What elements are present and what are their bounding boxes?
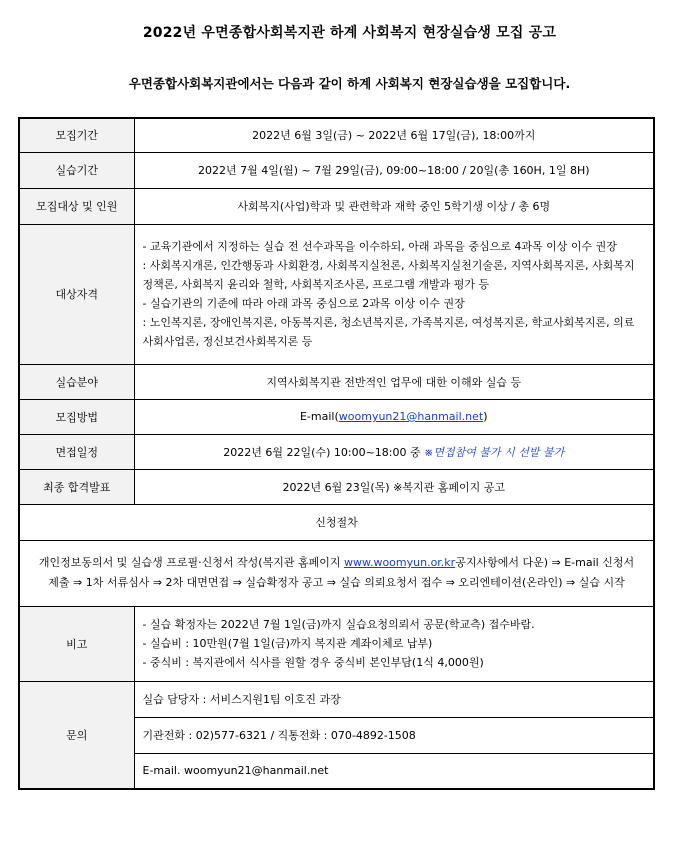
- value-practice-period: 2022년 7월 4일(월) ~ 7월 29일(금), 09:00~18:00 / 20일(총 160H, 1일 8H): [134, 152, 654, 188]
- recruitment-table: [18, 117, 655, 790]
- row-result: [19, 469, 654, 504]
- label-field: 실습분야: [19, 364, 134, 399]
- label-method: 모집방법: [19, 399, 134, 434]
- note-line: - 실습비 : 10만원(7월 1일(금)까지 복지관 계좌이체로 납부): [142, 637, 433, 650]
- qualification-line: - 실습기관의 기준에 따라 아래 과목 중심으로 2과목 이상 이수 권장: [142, 297, 465, 310]
- row-procedure-header: [19, 504, 654, 540]
- label-qualification: 대상자격: [19, 224, 134, 364]
- value-result: 2022년 6월 23일(목) ※복지관 홈페이지 공고: [134, 469, 654, 504]
- homepage-link[interactable]: www.woomyun.or.kr: [343, 556, 456, 569]
- procedure-header: 신청절차: [19, 504, 654, 540]
- procedure-line-1: [20, 553, 653, 573]
- contact-manager: 실습 담당자 : 서비스지원1팀 이호진 과장: [134, 681, 654, 717]
- qualification-line: - 교육기관에서 지정하는 실습 전 선수과목을 이수하되, 아래 과목을 중심으로 4과목 이상 이수 권장: [142, 240, 617, 253]
- value-field: 지역사회복지관 전반적인 업무에 대한 이해와 실습 등: [134, 364, 654, 399]
- label-contact: 문의: [19, 681, 134, 789]
- intro-text: 우면종합사회복지관에서는 다음과 같이 하계 사회복지 현장실습생을 모집합니다.: [128, 76, 571, 91]
- contact-email: E-mail. woomyun21@hanmail.net: [134, 753, 654, 789]
- row-target-count: [19, 188, 654, 224]
- method-suffix: ): [483, 410, 488, 423]
- row-contact-manager: [19, 681, 654, 717]
- qualification-line: 사회사업론, 정신보건사회복지론 등: [142, 335, 313, 348]
- interview-note: ※면접참여 불가 시 선발 불가: [424, 445, 565, 459]
- qualification-line: : 사회복지개론, 인간행동과 사회환경, 사회복지실천론, 사회복지실천기술론, 지역사회복지론, 사회복지: [142, 259, 635, 272]
- note-line: - 중식비 : 복지관에서 식사를 원할 경우 중식비 본인부담(1식 4,000원): [142, 656, 484, 669]
- interview-schedule: 2022년 6월 22일(수) 10:00~18:00 중: [223, 445, 425, 459]
- row-method: [19, 399, 654, 434]
- label-target-count: 모집대상 및 인원: [19, 188, 134, 224]
- value-method: [134, 399, 654, 434]
- label-notes: 비고: [19, 606, 134, 681]
- label-practice-period: 실습기간: [19, 152, 134, 188]
- value-recruit-period: 2022년 6월 3일(금) ~ 2022년 6월 17일(금), 18:00까지: [134, 118, 654, 152]
- procedure-body: [19, 540, 654, 606]
- value-target-count: 사회복지(사업)학과 및 관련학과 재학 중인 5학기생 이상 / 총 6명: [134, 188, 654, 224]
- qualification-line: : 노인복지론, 장애인복지론, 아동복지론, 청소년복지론, 가족복지론, 여성복지론, 학교사회복지론, 의료: [142, 316, 635, 329]
- label-interview: 면접일정: [19, 434, 134, 469]
- label-result: 최종 합격발표: [19, 469, 134, 504]
- value-qualification: [134, 224, 654, 364]
- row-practice-period: [19, 152, 654, 188]
- method-email-link[interactable]: woomyun21@hanmail.net: [338, 410, 484, 423]
- value-notes: [134, 606, 654, 681]
- value-interview: [134, 434, 654, 469]
- row-interview: [19, 434, 654, 469]
- qualification-line: 정책론, 사회복지 윤리와 철학, 사회복지조사론, 프로그램 개발과 평가 등: [142, 278, 490, 291]
- row-procedure-body: [19, 540, 654, 606]
- note-line: - 실습 확정자는 2022년 7월 1일(금)까지 실습요청의뢰서 공문(학교측) 접수바람.: [142, 618, 535, 631]
- procedure-text: 개인정보동의서 및 실습생 프로필·신청서 작성(복지관 홈페이지: [38, 556, 344, 569]
- row-notes: [19, 606, 654, 681]
- method-prefix: E-mail(: [299, 410, 339, 423]
- procedure-text: 공지사항에서 다운) ⇒ E-mail 신청서: [455, 556, 635, 569]
- row-field: [19, 364, 654, 399]
- label-recruit-period: 모집기간: [19, 118, 134, 152]
- row-qualification: [19, 224, 654, 364]
- row-recruit-period: [19, 118, 654, 152]
- contact-phone: 기관전화 : 02)577-6321 / 직통전화 : 070-4892-1508: [134, 717, 654, 753]
- procedure-line-2: 제출 ⇒ 1차 서류심사 ⇒ 2차 대면면접 ⇒ 실습확정자 공고 ⇒ 실습 의뢰요청서 접수 ⇒ 오리엔테이션(온라인) ⇒ 실습 시작: [48, 576, 625, 589]
- page-title: 2022년 우면종합사회복지관 하계 사회복지 현장실습생 모집 공고: [142, 25, 557, 41]
